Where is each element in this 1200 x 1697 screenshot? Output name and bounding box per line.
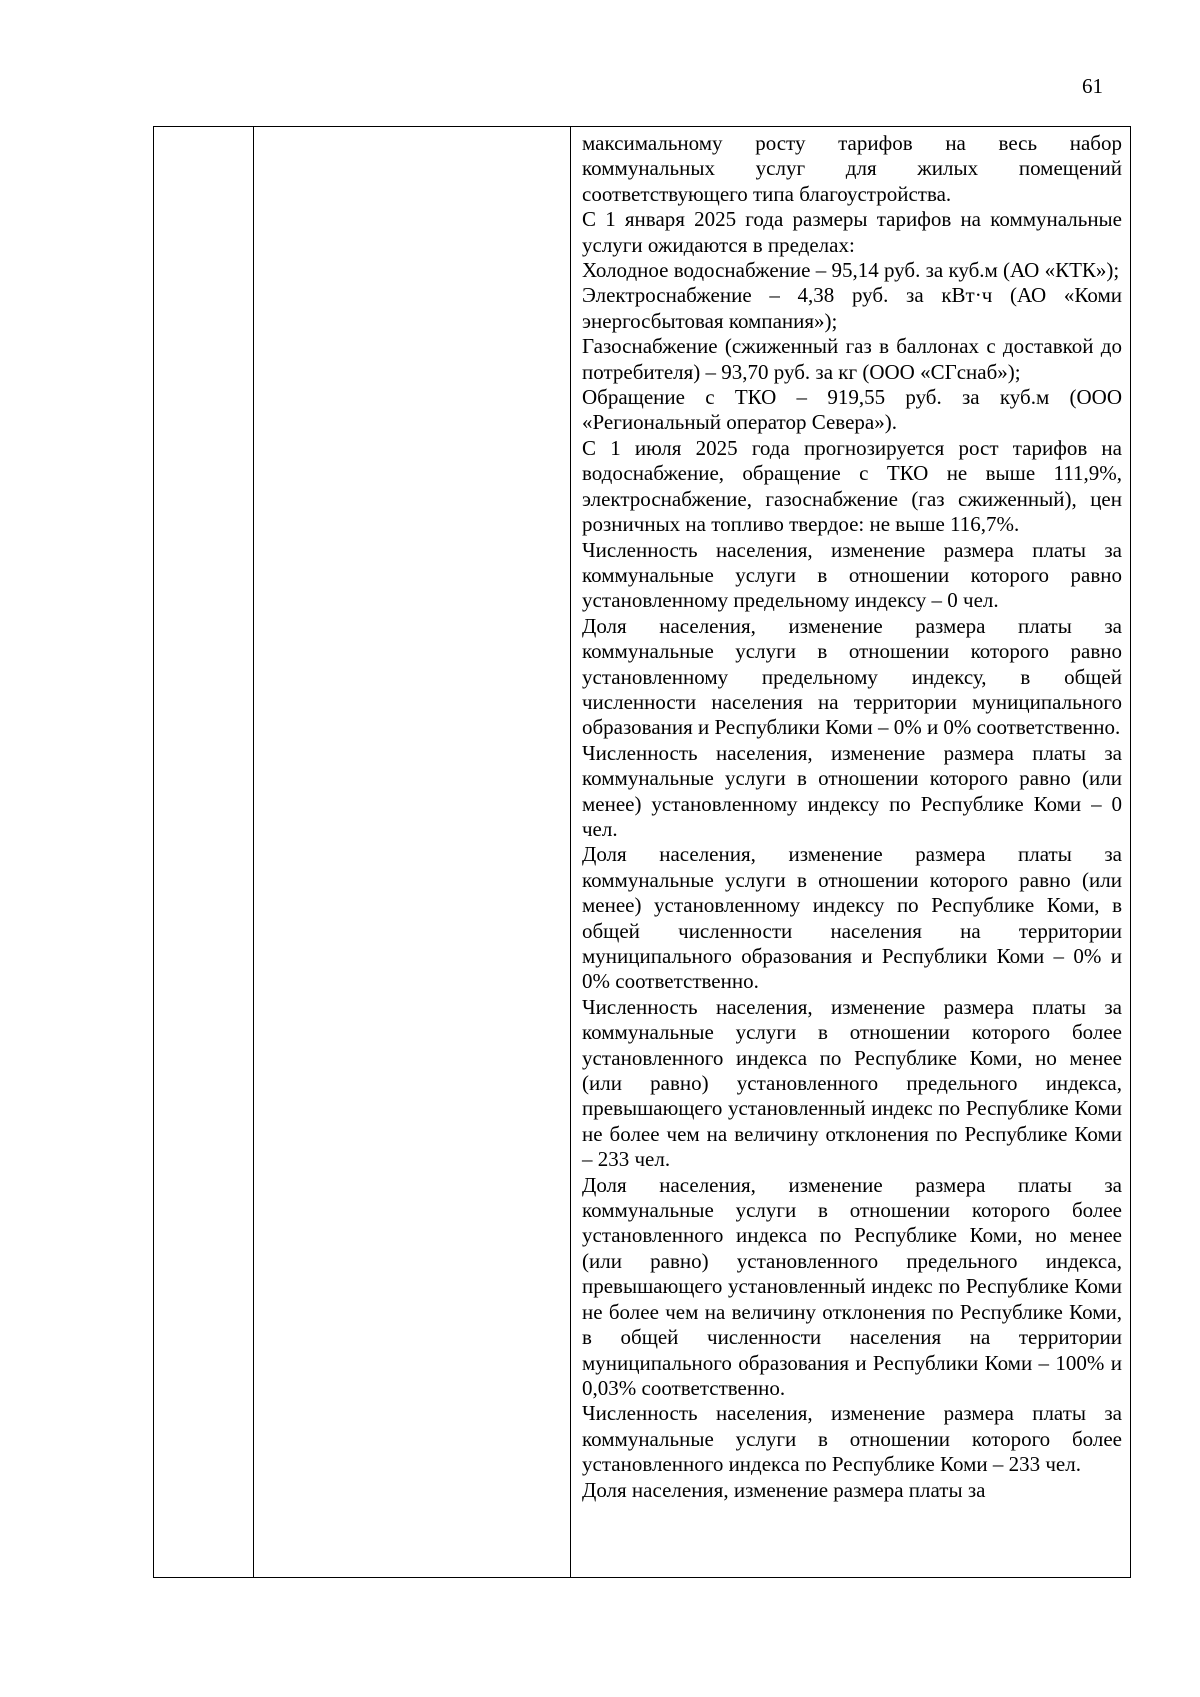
paragraph: Доля населения, изменение размера платы за xyxy=(582,1477,986,1502)
paragraph: С 1 января 2025 года размеры тарифов на коммунальные услуги ожидаются в пределах: xyxy=(582,207,1122,257)
paragraph: Электроснабжение – 4,38 руб. за кВт·ч (АО «Коми энергосбытовая компания»); xyxy=(582,283,1122,333)
paragraph: Холодное водоснабжение – 95,14 руб. за куб.м (АО «КТК»); xyxy=(582,258,1120,283)
paragraph: С 1 июля 2025 года прогнозируется рост тарифов на водоснабжение, обращение с ТКО не выше 111,9%, электроснабжение, газоснабжение (газ сжиженный), цен розничных на топливо твердое: не выше 116,7%. xyxy=(582,435,1122,537)
column-divider xyxy=(253,127,254,1577)
paragraph: Доля населения, изменение размера платы за коммунальные услуги в отношении которого равно (или менее) установленному индексу по Республике Коми, в общей численности населения на территории муниципального образования и Республики Коми – 0% и 0% соответственно. xyxy=(582,842,1122,994)
paragraph: максимальному росту тарифов на весь набор коммунальных услуг для жилых помещений соответствующего типа благоустройства. xyxy=(582,131,1122,206)
paragraph: Обращение с ТКО – 919,55 руб. за куб.м (ООО «Региональный оператор Севера»). xyxy=(582,385,1122,435)
paragraph: Численность населения, изменение размера платы за коммунальные услуги в отношении которого более установленного индекса по Республике Коми – 233 чел. xyxy=(582,1401,1122,1477)
table-cell-col1 xyxy=(154,127,252,1577)
paragraph: Численность населения, изменение размера платы за коммунальные услуги в отношении которого равно установленному предельному индексу – 0 чел. xyxy=(582,537,1122,613)
column-divider xyxy=(570,127,571,1577)
table-cell-text xyxy=(582,131,1122,1503)
paragraph: Численность населения, изменение размера платы за коммунальные услуги в отношении которого более установленного индекса по Республике Коми, но менее (или равно) установленного предельного индекса, превышающего установленный индекс по Республике Коми не более чем на величину отклонения по Республике Коми – 233 чел. xyxy=(582,994,1122,1172)
paragraph: Газоснабжение (сжиженный газ в баллонах с доставкой до потребителя) – 93,70 руб. за кг (ООО «СГснаб»); xyxy=(582,334,1122,384)
paragraph: Доля населения, изменение размера платы за коммунальные услуги в отношении которого равно установленному предельному индексу, в общей численности населения на территории муниципального образования и Республики Коми – 0% и 0% соответственно. xyxy=(582,613,1122,740)
paragraph: Доля населения, изменение размера платы за коммунальные услуги в отношении которого более установленного индекса по Республике Коми, но менее (или равно) установленного предельного индекса, превышающего установленный индекс по Республике Коми не более чем на величину отклонения по Республике Коми, в общей численности населения на территории муниципального образования и Республики Коми – 100% и 0,03% соответственно. xyxy=(582,1172,1122,1400)
paragraph: Численность населения, изменение размера платы за коммунальные услуги в отношении которого равно (или менее) установленному индексу по Республике Коми – 0 чел. xyxy=(582,740,1122,841)
document-table xyxy=(153,126,1131,1578)
table-cell-col2 xyxy=(254,127,569,1577)
page-number: 61 xyxy=(1082,74,1103,98)
